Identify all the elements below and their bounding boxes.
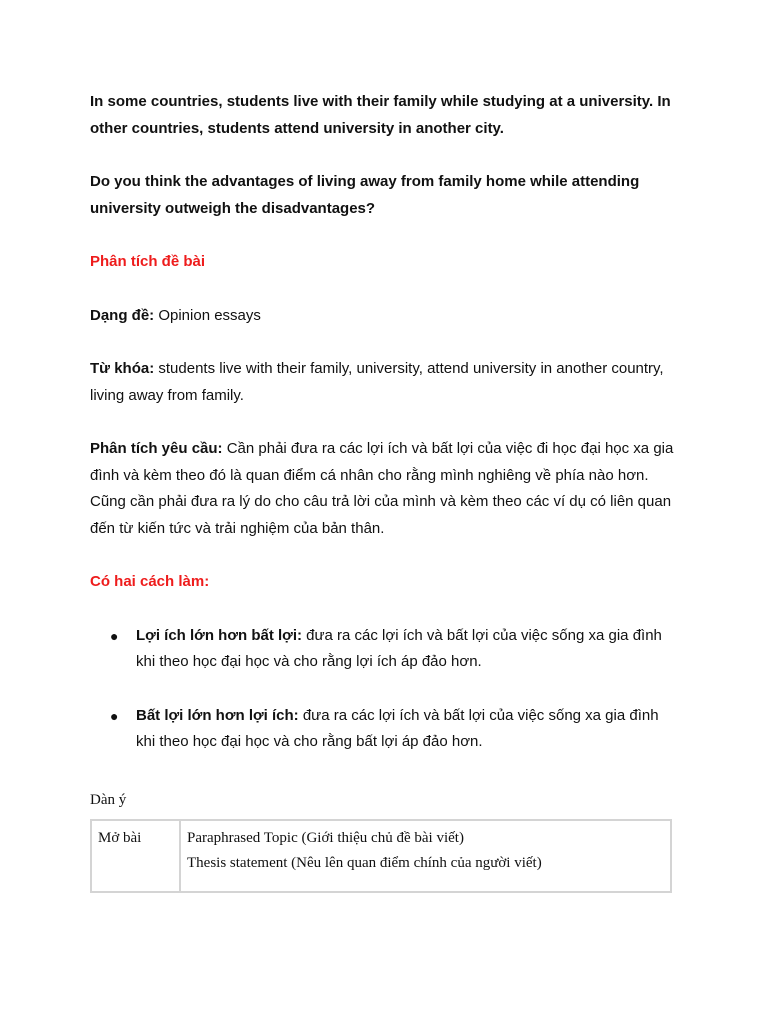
keywords (90, 356, 680, 409)
prompt-paragraph-1: In some countries, students live with their family while studying at a university. In other countries, students attend university in another city. (90, 93, 671, 137)
bullet-icon: ● (110, 627, 119, 644)
requirement-label: Phân tích yêu cầu: (90, 440, 223, 457)
prompt-paragraph-2: Do you think the advantages of living away from family home while attending university outweigh the disadvantages? (90, 173, 640, 217)
keywords-label: Từ khóa: (90, 360, 155, 377)
approach-text: đưa ra các lợi ích và bất lợi của việc sống xa gia đình khi theo học đại học và cho rằng lợi ích áp đảo hơn. (136, 626, 662, 670)
essay-type-label: Dạng đề: (90, 306, 155, 324)
approaches-list (90, 623, 680, 756)
analysis-heading: Phân tích đề bài (90, 253, 206, 270)
outline-table (90, 819, 672, 893)
requirement-value: Cần phải đưa ra các lợi ích và bất lợi của việc đi học đại học xa gia đình và kèm theo đó là quan điểm cá nhân cho rằng mình nghiêng về phía nào hơn. Cũng cần phải đưa ra lý do cho câu trả lời của mình và kèm theo các ví dụ có liên quan đến từ kiến tức và trải nghiệm của bản thân. (90, 440, 674, 537)
approach-label: Bất lợi lớn hơn lợi ích: (136, 706, 299, 724)
table-row (91, 820, 671, 892)
outline-section-cell: Mở bài (91, 820, 180, 892)
list-item (90, 703, 680, 756)
outline-title: Dàn ý (90, 791, 127, 808)
outline-line: Thesis statement (Nêu lên quan điểm chính của người viết) (187, 854, 542, 871)
requirement (90, 436, 680, 542)
essay-type-value: Opinion essays (154, 306, 261, 324)
essay-type (90, 303, 680, 330)
list-item (90, 623, 680, 676)
keywords-value: students live with their family, university, attend university in another country, living away from family. (90, 360, 664, 404)
outline-line: Paraphrased Topic (Giới thiệu chủ đề bài viết) (187, 829, 464, 846)
bullet-icon: ● (110, 707, 119, 724)
approach-label: Lợi ích lớn hơn bất lợi: (136, 626, 302, 644)
document-page (90, 89, 680, 893)
approaches-heading: Có hai cách làm: (90, 573, 210, 590)
approach-text: đưa ra các lợi ích và bất lợi của việc sống xa gia đình khi theo học đại học và cho rằng bất lợi áp đảo hơn. (136, 706, 659, 750)
outline-content-cell (180, 820, 671, 892)
